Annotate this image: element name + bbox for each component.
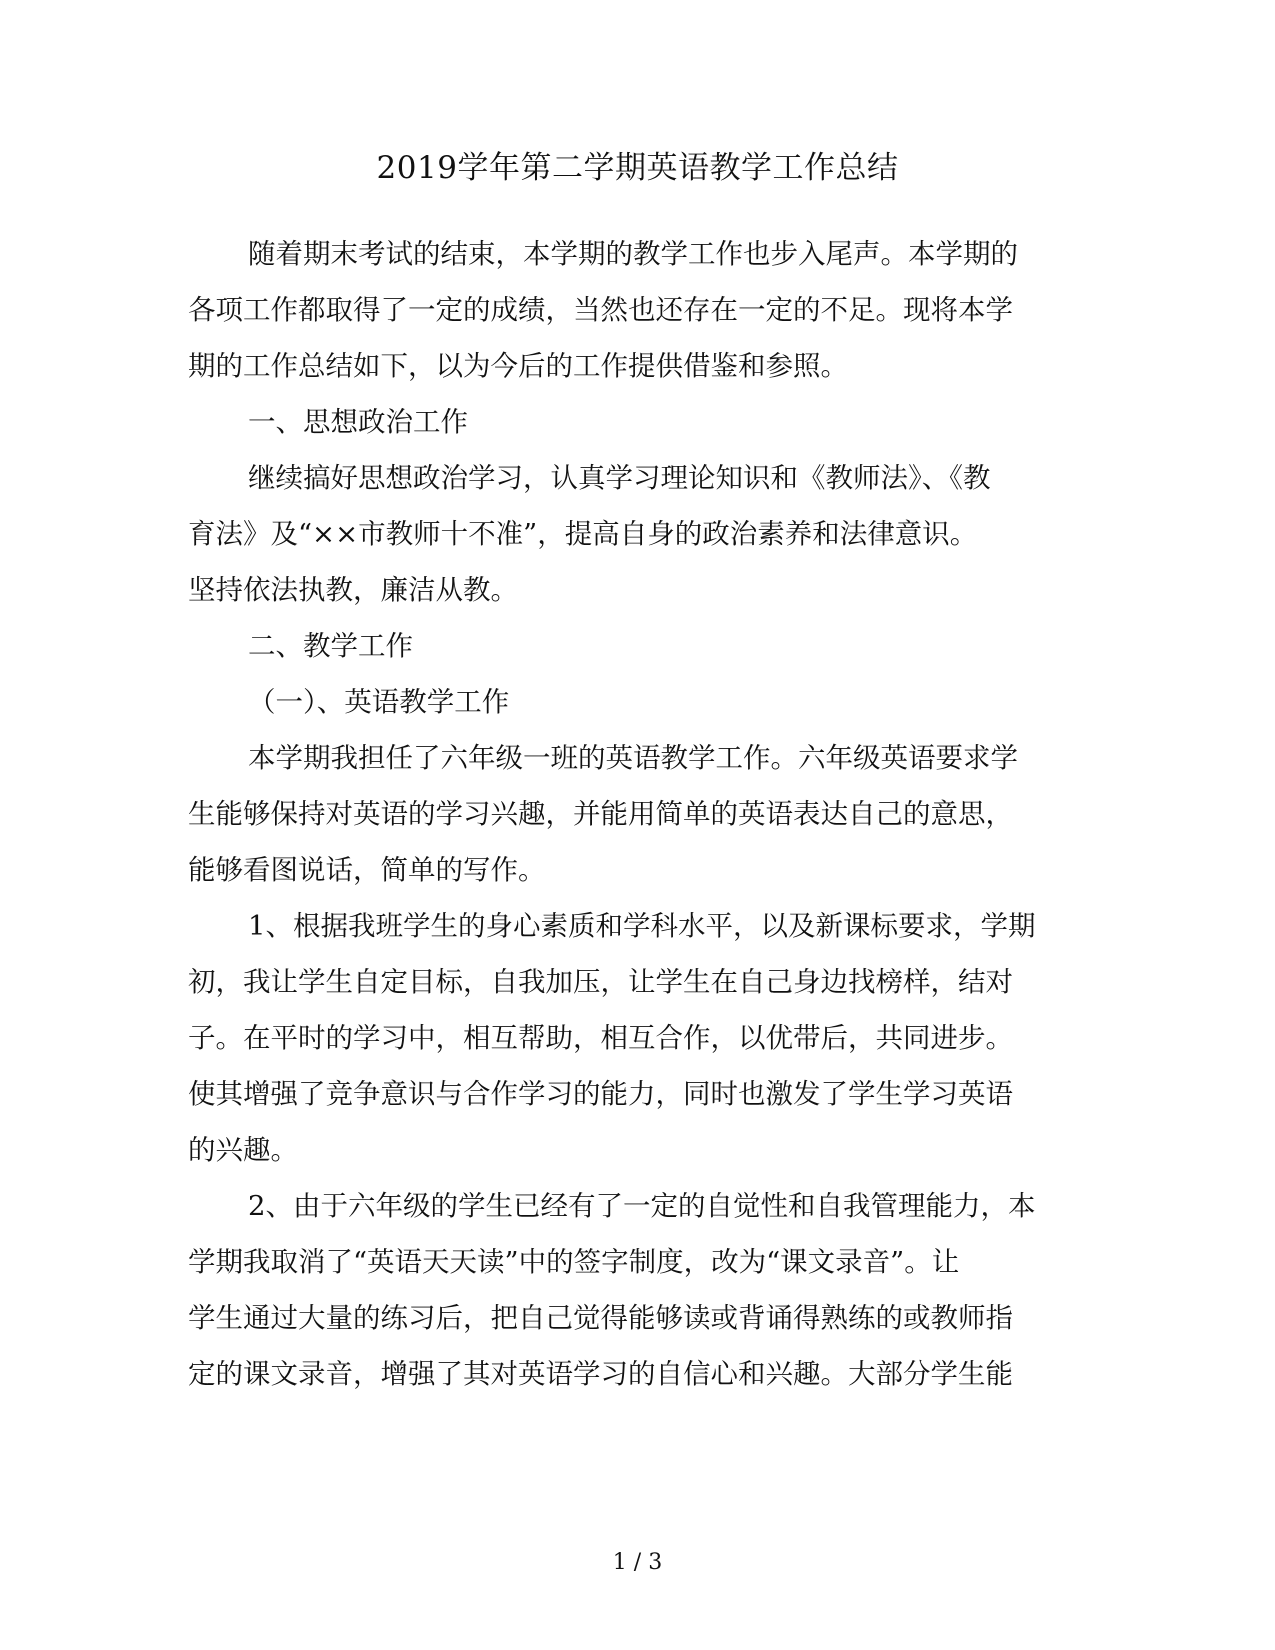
- paragraph-line: 坚持依法执教，廉洁从教。: [188, 574, 518, 606]
- paragraph-line: 本学期我担任了六年级一班的英语教学工作。六年级英语要求学: [248, 742, 1018, 774]
- paragraph-line: 生能够保持对英语的学习兴趣，并能用简单的英语表达自己的意思，: [188, 798, 1013, 830]
- paragraph-line: 初，我让学生自定目标，自我加压，让学生在自己身边找榜样，结对: [188, 966, 1013, 998]
- paragraph-line: 使其增强了竞争意识与合作学习的能力，同时也激发了学生学习英语: [188, 1078, 1013, 1110]
- paragraph-line: 定的课文录音，增强了其对英语学习的自信心和兴趣。大部分学生能: [188, 1358, 1013, 1390]
- paragraph-line: 各项工作都取得了一定的成绩，当然也还存在一定的不足。现将本学: [188, 294, 1013, 326]
- paragraph-line: 期的工作总结如下，以为今后的工作提供借鉴和参照。: [188, 350, 848, 382]
- paragraph-line: 育法》及“××市教师十不准”，提高自身的政治素养和法律意识。: [188, 518, 978, 550]
- paragraph-line: 子。在平时的学习中，相互帮助，相互合作，以优带后，共同进步。: [188, 1022, 1013, 1054]
- paragraph-line: 的兴趣。: [188, 1134, 298, 1166]
- section-heading: 二、教学工作: [248, 630, 413, 662]
- subsection-heading: （一）、英语教学工作: [248, 686, 510, 718]
- page-number: 1 / 3: [612, 1550, 663, 1575]
- paragraph-line: 2、由于六年级的学生已经有了一定的自觉性和自我管理能力，本: [248, 1190, 1036, 1222]
- paragraph-line: 继续搞好思想政治学习，认真学习理论知识和《教师法》、《教: [248, 462, 991, 494]
- paragraph-line: 1、根据我班学生的身心素质和学科水平，以及新课标要求，学期: [248, 910, 1036, 942]
- paragraph-line: 随着期末考试的结束，本学期的教学工作也步入尾声。本学期的: [248, 238, 1018, 270]
- section-heading: 一、思想政治工作: [248, 406, 468, 438]
- paragraph-line: 学期我取消了“英语天天读”中的签字制度，改为“课文录音”。让: [188, 1246, 960, 1278]
- document-body: [188, 226, 1088, 1402]
- paragraph-line: 能够看图说话，简单的写作。: [188, 854, 546, 886]
- document-title: 2019学年第二学期英语教学工作总结: [376, 150, 899, 186]
- paragraph-line: 学生通过大量的练习后，把自己觉得能够读或背诵得熟练的或教师指: [188, 1302, 1013, 1334]
